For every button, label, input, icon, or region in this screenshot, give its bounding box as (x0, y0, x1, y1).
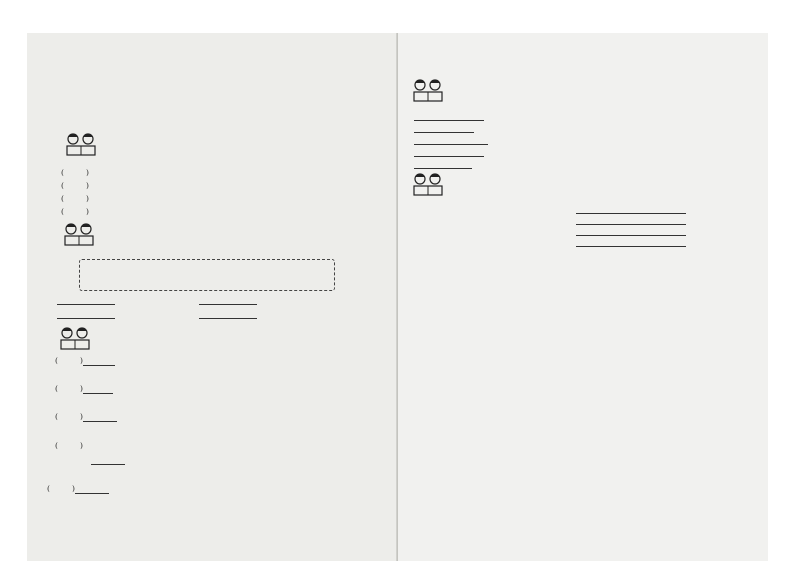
fill-line-5 (414, 159, 472, 169)
kids-reading-icon (410, 77, 446, 105)
mc-question-4: ( ) (55, 441, 83, 450)
answer-line[interactable] (199, 310, 257, 319)
category-worker (199, 309, 257, 319)
answer-line[interactable] (83, 385, 113, 394)
word-box (79, 259, 335, 291)
s1-row-4: ( ) (61, 207, 89, 216)
kids-reading-icon (63, 131, 99, 159)
kids-reading-icon (57, 325, 93, 353)
answer-line[interactable] (75, 485, 109, 494)
mc-question-5: ( ) (47, 484, 109, 494)
fill-line-2 (414, 123, 474, 133)
answer-line[interactable] (414, 136, 488, 145)
category-made (199, 295, 257, 305)
kids-reading-icon (61, 221, 97, 249)
answer-line[interactable] (414, 148, 484, 157)
translate-answer-1 (576, 204, 686, 214)
left-page (27, 33, 398, 561)
answer-line[interactable] (576, 205, 686, 214)
fill-line-1 (414, 111, 484, 121)
answer-line[interactable] (576, 216, 686, 225)
mc-question-1: ( ) (55, 356, 115, 366)
s1-row-2: ( ) (61, 181, 89, 190)
answer-line[interactable] (91, 456, 125, 465)
answer-line[interactable] (83, 413, 117, 422)
answer-line[interactable] (57, 310, 115, 319)
answer-line[interactable] (576, 238, 686, 247)
mc-question-2: ( ) (55, 384, 113, 394)
category-swimming (57, 295, 115, 305)
answer-line[interactable] (414, 160, 472, 169)
s1-row-3: ( ) (61, 194, 89, 203)
translate-answer-4 (576, 237, 686, 247)
right-page (398, 33, 768, 561)
fill-line-3 (414, 135, 488, 145)
translate-answer-3 (576, 226, 686, 236)
answer-line[interactable] (83, 357, 115, 366)
answer-line[interactable] (576, 227, 686, 236)
mc-question-3: ( ) (55, 412, 117, 422)
answer-line[interactable] (199, 296, 257, 305)
answer-line[interactable] (414, 124, 474, 133)
kids-reading-icon (410, 171, 446, 199)
translate-answer-2 (576, 215, 686, 225)
answer-line[interactable] (57, 296, 115, 305)
fill-line-4 (414, 147, 484, 157)
s1-row-1: ( ) (61, 168, 89, 177)
category-plate (57, 309, 115, 319)
answer-line[interactable] (414, 112, 484, 121)
mc-question-4-reply (91, 455, 125, 465)
